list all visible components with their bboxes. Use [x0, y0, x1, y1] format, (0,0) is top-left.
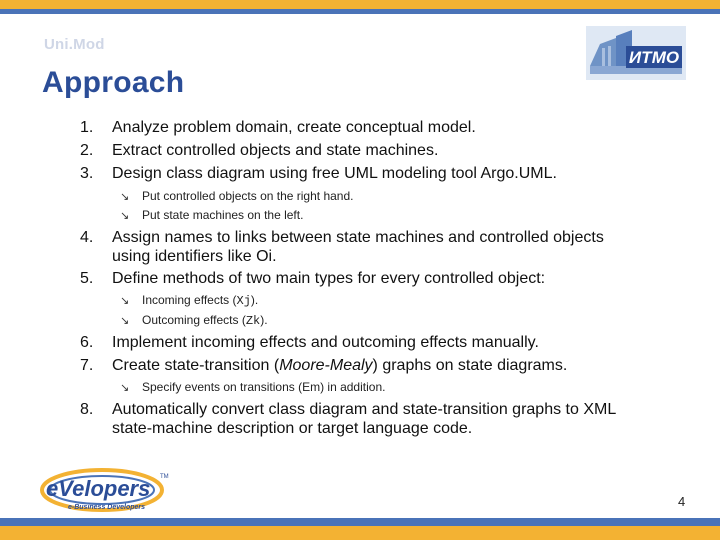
list-item: 3. Design class diagram using free UML modeling tool Argo.UML.	[80, 165, 557, 182]
list-item: 5. Define methods of two main types for every controlled object:	[80, 270, 546, 287]
sub-item: ↘ Put controlled objects on the right hand.	[120, 189, 354, 203]
svg-text:TM: TM	[160, 474, 169, 480]
brand-label: Uni.Mod	[44, 36, 105, 53]
sub-item: ↘ Put state machines on the left.	[120, 208, 304, 222]
bottom-blue-band	[0, 518, 720, 526]
list-item: 7. Create state-transition (Moore-Mealy) graphs on state diagrams.	[80, 357, 568, 374]
slide-title: Approach	[42, 66, 185, 99]
list-item: 8. Automatically convert class diagram and state-transition graphs to XML state-machine description or target language code.	[80, 401, 617, 437]
list-item: 4. Assign names to links between state machines and controlled objects using identifiers like Oi.	[80, 229, 604, 265]
arrow-down-right-icon: ↘	[120, 315, 130, 327]
arrow-down-right-icon: ↘	[120, 210, 130, 222]
evelopers-logo	[40, 464, 180, 514]
itmo-logo	[586, 26, 686, 80]
svg-text:e-Business Developers: e-Business Developers	[68, 504, 146, 511]
sub-item: ↘ Outcoming effects (Zk).	[120, 313, 268, 328]
arrow-down-right-icon: ↘	[120, 382, 130, 394]
sub-item: ↘ Specify events on transitions (Em) in addition.	[120, 380, 386, 394]
arrow-down-right-icon: ↘	[120, 295, 130, 307]
svg-text:eVelopers: eVelopers	[46, 476, 151, 501]
bottom-orange-band	[0, 526, 720, 540]
top-orange-band	[0, 0, 720, 9]
svg-text:ИТМО: ИТМО	[628, 48, 680, 67]
page-number: 4	[678, 494, 686, 509]
list-item: 6. Implement incoming effects and outcoming effects manually.	[80, 334, 539, 351]
list-item: 2. Extract controlled objects and state machines.	[80, 142, 439, 159]
arrow-down-right-icon: ↘	[120, 191, 130, 203]
sub-item: ↘ Incoming effects (Xj).	[120, 293, 259, 308]
top-blue-band	[0, 9, 720, 14]
list-item: 1. Analyze problem domain, create conceptual model.	[80, 119, 476, 136]
